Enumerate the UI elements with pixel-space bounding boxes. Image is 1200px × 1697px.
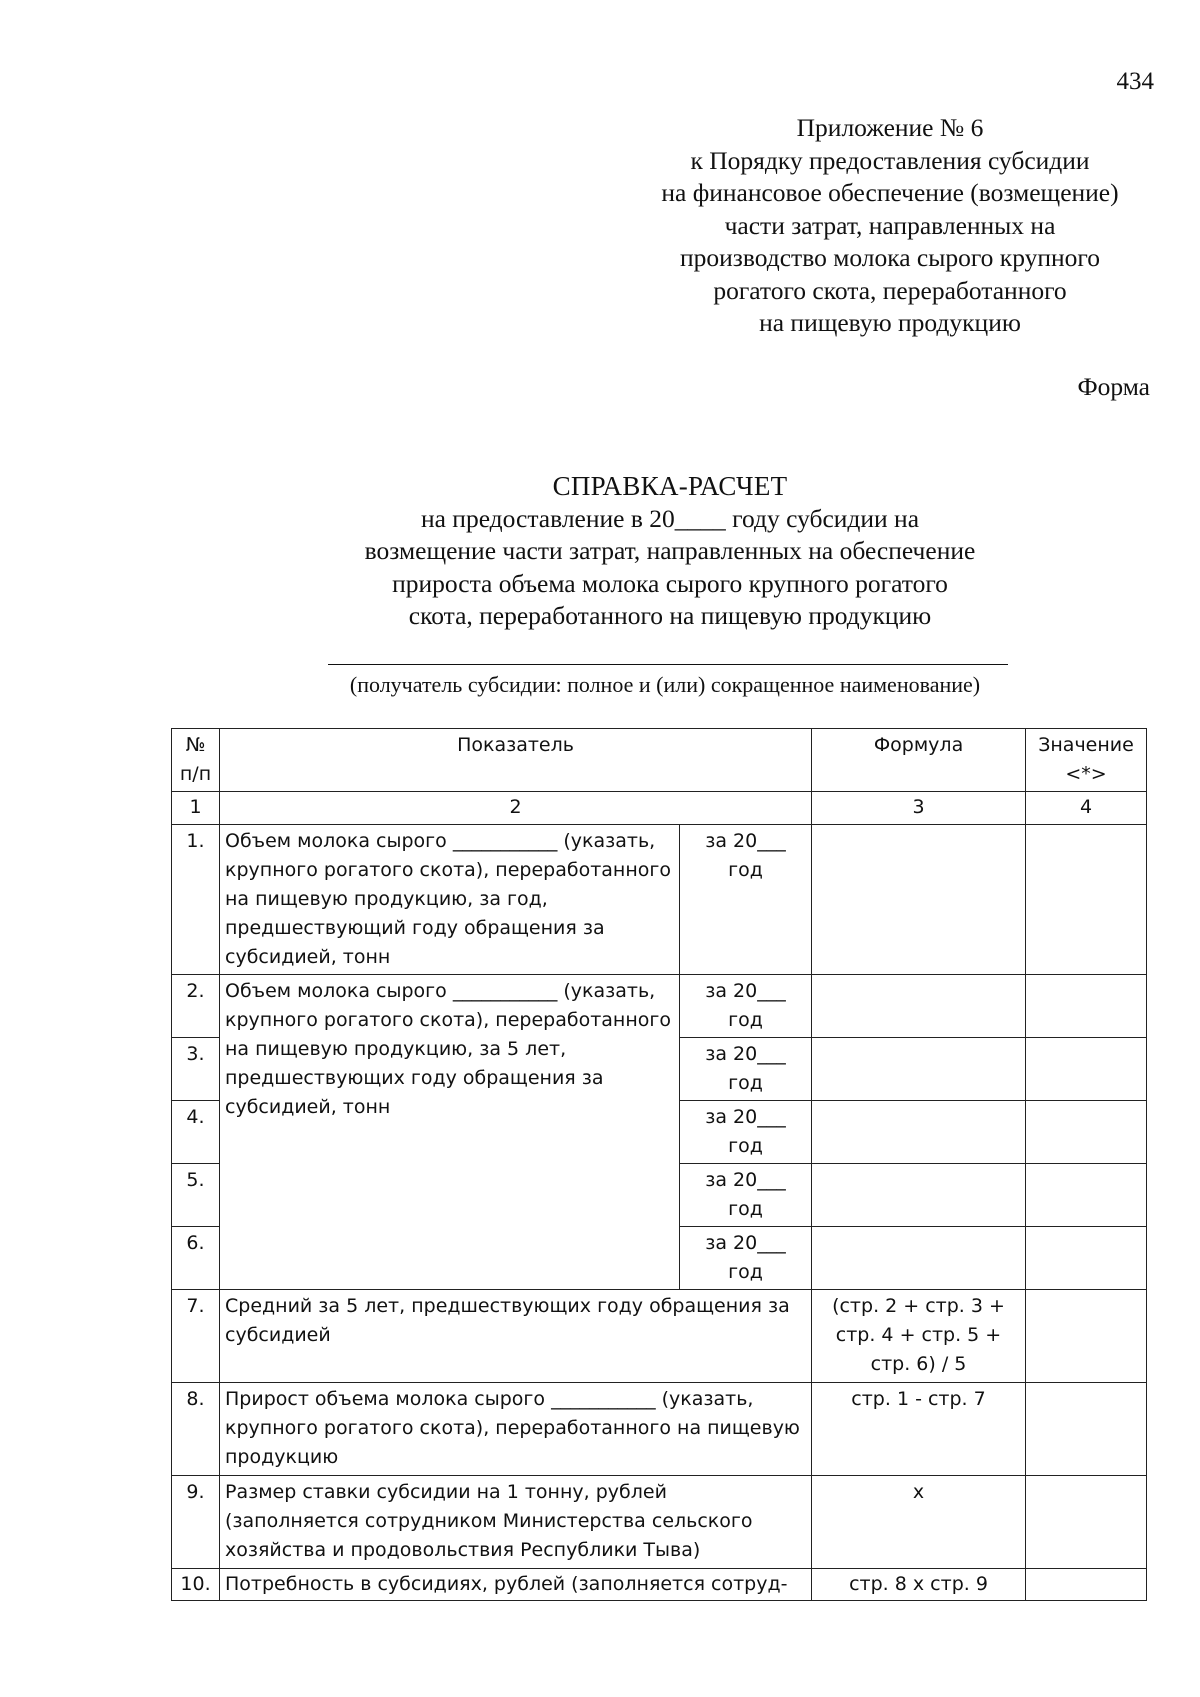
annex-line: рогатого скота, переработанного <box>713 275 1067 305</box>
annex-line: Приложение № 6 <box>796 113 984 142</box>
title-line: возмещение части затрат, направленных на обеспечение <box>364 536 976 565</box>
recipient-blank-line <box>328 664 1008 665</box>
row-formula <box>812 1164 1026 1227</box>
row-value-cell[interactable] <box>1026 1227 1147 1290</box>
table-row <box>172 1476 1147 1569</box>
row-number: 5. <box>172 1164 220 1227</box>
calculation-table <box>171 728 1147 1601</box>
row-indicator-merged: Объем молока сырого ___________ (указать, крупного рогатого скота), переработанного на пищевую продукцию, за 5 лет, предшествующих году обращения за субсидией, тонн <box>220 975 680 1290</box>
row-value-cell[interactable] <box>1026 1383 1147 1476</box>
annex-line: производство молока сырого крупного <box>680 243 1100 272</box>
row-number: 8. <box>172 1383 220 1476</box>
row-number: 2. <box>172 975 220 1038</box>
table-row <box>172 975 1147 1038</box>
row-formula: х <box>812 1476 1026 1569</box>
column-index: 2 <box>220 792 812 825</box>
row-value-cell[interactable] <box>1026 1569 1147 1601</box>
row-value-cell[interactable] <box>1026 825 1147 975</box>
title-line: скота, переработанного на пищевую продукцию <box>408 601 932 630</box>
row-value-cell[interactable] <box>1026 1290 1147 1383</box>
row-year: за 20___ год <box>680 1038 812 1101</box>
table-row <box>172 1290 1147 1383</box>
row-year: за 20___ год <box>680 825 812 975</box>
recipient-caption: (получатель субсидии: полное и (или) сокращенное наименование) <box>349 672 981 697</box>
row-year: за 20___ год <box>680 1164 812 1227</box>
row-formula: стр. 8 х стр. 9 <box>812 1569 1026 1601</box>
row-year: за 20___ год <box>680 975 812 1038</box>
annex-line: части затрат, направленных на <box>724 210 1056 240</box>
row-indicator: Объем молока сырого ___________ (указать, крупного рогатого скота), переработанного на пищевую продукцию, за год, предшествующий году обращения за субсидией, тонн <box>220 825 680 975</box>
table-row <box>172 1383 1147 1476</box>
row-formula <box>812 1038 1026 1101</box>
row-number: 9. <box>172 1476 220 1569</box>
column-index: 1 <box>172 792 220 825</box>
row-indicator: Потребность в субсидиях, рублей (заполняется сотруд- <box>220 1569 812 1601</box>
title-line: на предоставление в 20____ году субсидии на <box>420 503 920 533</box>
row-value-cell[interactable] <box>1026 975 1147 1038</box>
row-number: 1. <box>172 825 220 975</box>
header-num: № п/п <box>172 729 220 792</box>
title-line: прироста объема молока сырого крупного рогатого <box>392 568 948 598</box>
header-formula: Формула <box>812 729 1026 792</box>
row-formula: (стр. 2 + стр. 3 + стр. 4 + стр. 5 + стр. 6) / 5 <box>812 1290 1026 1383</box>
table-row <box>172 825 1147 975</box>
row-formula <box>812 1101 1026 1164</box>
annex-line: на пищевую продукцию <box>759 308 1021 337</box>
annex-reference <box>560 112 1200 340</box>
row-value-cell[interactable] <box>1026 1476 1147 1569</box>
row-indicator: Прирост объема молока сырого ___________ (указать, крупного рогатого скота), переработанного на пищевую продукцию <box>220 1383 812 1476</box>
row-value-cell[interactable] <box>1026 1038 1147 1101</box>
row-formula <box>812 1227 1026 1290</box>
row-formula <box>812 825 1026 975</box>
table-header-row <box>172 729 1147 792</box>
table-row <box>172 1569 1147 1601</box>
document-title <box>230 470 1110 633</box>
row-value-cell[interactable] <box>1026 1101 1147 1164</box>
row-indicator: Размер ставки субсидии на 1 тонну, рублей (заполняется сотрудником Министерства сельского хозяйства и продовольствия Республики Тыва) <box>220 1476 812 1569</box>
form-label: Форма <box>1077 372 1150 401</box>
row-number: 7. <box>172 1290 220 1383</box>
main-title: СПРАВКА-РАСЧЕТ <box>552 471 788 501</box>
row-formula: стр. 1 - стр. 7 <box>812 1383 1026 1476</box>
row-year: за 20___ год <box>680 1101 812 1164</box>
row-year: за 20___ год <box>680 1227 812 1290</box>
row-number: 10. <box>172 1569 220 1601</box>
column-index: 3 <box>812 792 1026 825</box>
column-index: 4 <box>1026 792 1147 825</box>
row-indicator: Средний за 5 лет, предшествующих году обращения за субсидией <box>220 1290 812 1383</box>
header-value: Значение <*> <box>1026 729 1147 792</box>
annex-line: к Порядку предоставления субсидии <box>690 145 1090 175</box>
page-number: 434 <box>1116 68 1154 95</box>
row-number: 3. <box>172 1038 220 1101</box>
row-formula <box>812 975 1026 1038</box>
row-value-cell[interactable] <box>1026 1164 1147 1227</box>
header-indicator: Показатель <box>220 729 812 792</box>
annex-line: на финансовое обеспечение (возмещение) <box>661 178 1119 207</box>
row-number: 6. <box>172 1227 220 1290</box>
column-index-row <box>172 792 1147 825</box>
row-number: 4. <box>172 1101 220 1164</box>
